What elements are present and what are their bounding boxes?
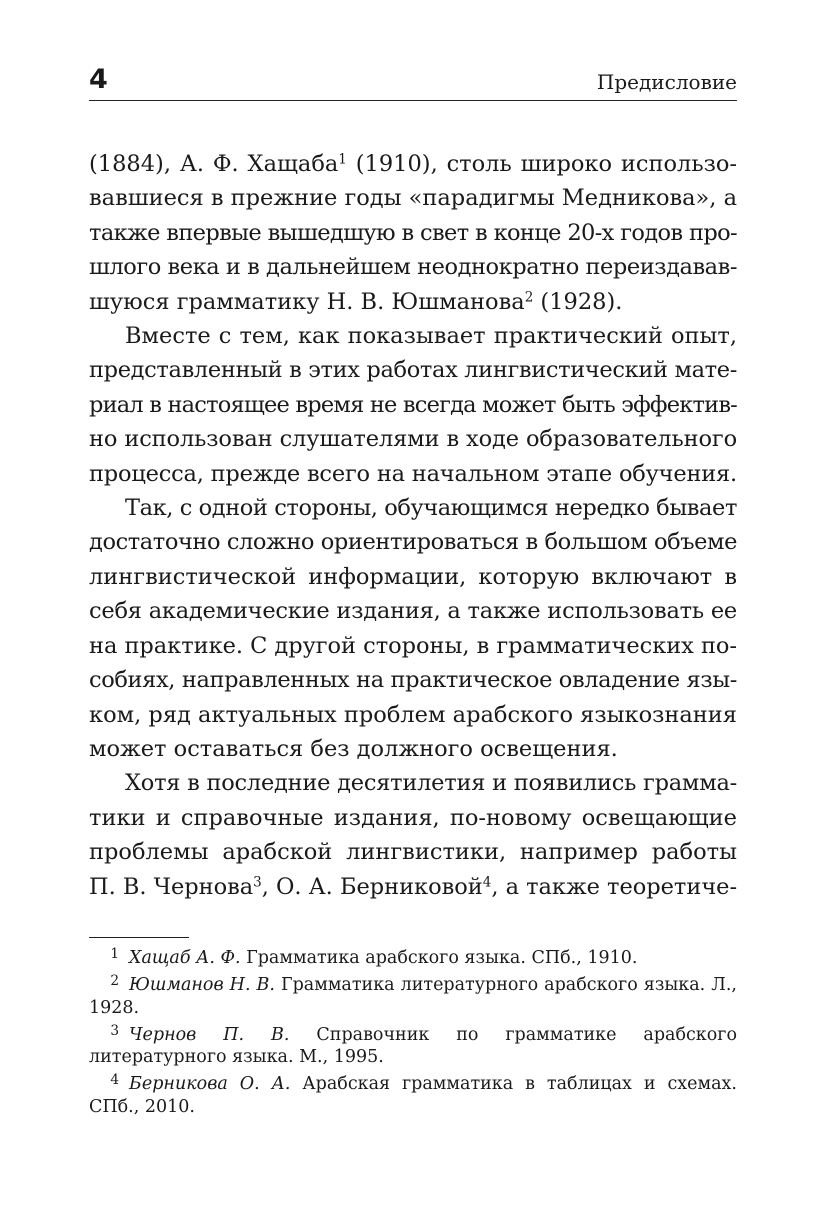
footnote <box>89 943 737 970</box>
footnote-text: Грамматика литературного арабского языка. Л., 1928. <box>89 974 737 1018</box>
footnote-ref[interactable]: 2 <box>524 289 534 306</box>
footnote-text: Справочник по грамматике арабского литературного языка. М., 1995. <box>89 1024 737 1068</box>
footnote-number: 2 <box>110 972 119 989</box>
footnote-number: 3 <box>110 1022 119 1039</box>
footnote-author: Юшманов Н. В. <box>129 974 275 995</box>
footnote-text: Арабская грамматика в таблицах и схемах. СПб., 2010. <box>89 1074 737 1118</box>
text-line: вавшиеся в прежние годы «парадигмы Медникова», а <box>89 185 737 212</box>
page-header <box>89 64 737 101</box>
footnote-text: Грамматика арабского языка. СПб., 1910. <box>240 947 638 968</box>
text-line: Хотя в последние десятилетия и появились грамма- <box>125 770 737 797</box>
text-line: Вместе с тем, как показывает практический опыт, <box>125 323 737 350</box>
footnote-author: Хащаб А. Ф. <box>129 947 241 968</box>
text-line: риал в настоящее время не всегда может быть эффектив- <box>89 391 737 418</box>
text-line: себя академические издания, а также использовать ее <box>89 598 737 625</box>
text-line: тики и справочные издания, по-новому освещающие <box>89 804 737 831</box>
footnote-author: Чернов П. В. <box>129 1024 290 1045</box>
text-line: ком, ряд актуальных проблем арабского языкознания <box>89 701 737 728</box>
text-line: может оставаться без должного освещения. <box>89 735 618 762</box>
footnotes <box>89 943 737 1119</box>
text-line: шуюся грамматику Н. В. Юшманова$^2$ (1928). <box>89 288 623 315</box>
text-line: представленный в этих работах лингвистический мате- <box>89 357 737 384</box>
footnote <box>89 1069 737 1119</box>
footnote-ref[interactable]: 4 <box>482 874 492 891</box>
footnote-number: 1 <box>110 946 119 962</box>
body-text <box>89 147 737 904</box>
text-line: лингвистической информации, которую включают в <box>89 563 737 590</box>
text-line: (1884), А. Ф. Хащаба$^1$ (1910), столь широко использо- <box>89 151 737 177</box>
page-number: 4 <box>89 64 108 95</box>
footnote-number: 4 <box>110 1072 119 1089</box>
text-line: П. В. Чернова$^3$, О. А. Берниковой$^4$, а также теоретиче- <box>89 873 738 900</box>
text-line: процесса, прежде всего на начальном этапе обучения. <box>89 460 737 487</box>
footnote <box>89 970 737 1020</box>
footnote-author: Берникова О. А. <box>129 1074 291 1095</box>
text-line: но использован слушателями в ходе образовательного <box>89 426 737 453</box>
text-line: Так, с одной стороны, обучающимся нередко бывает <box>125 495 737 522</box>
footnote-ref[interactable]: 1 <box>338 151 347 168</box>
text-line: собиях, направленных на практическое овладение язы- <box>89 667 737 694</box>
footnote-divider <box>89 937 189 938</box>
text-line: достаточно сложно ориентироваться в большом объеме <box>89 529 737 556</box>
text-line: на практике. С другой стороны, в грамматических по- <box>89 632 737 659</box>
footnote <box>89 1020 737 1070</box>
text-line: также впервые вышедшую в свет в конце 20-х годов про- <box>89 219 737 246</box>
text-line: проблемы арабской лингвистики, например работы <box>89 839 737 866</box>
text-line: шлого века и в дальнейшем неоднократно переиздавав- <box>89 254 737 281</box>
running-head: Предисловие <box>596 70 737 94</box>
footnote-ref[interactable]: 3 <box>253 874 262 891</box>
